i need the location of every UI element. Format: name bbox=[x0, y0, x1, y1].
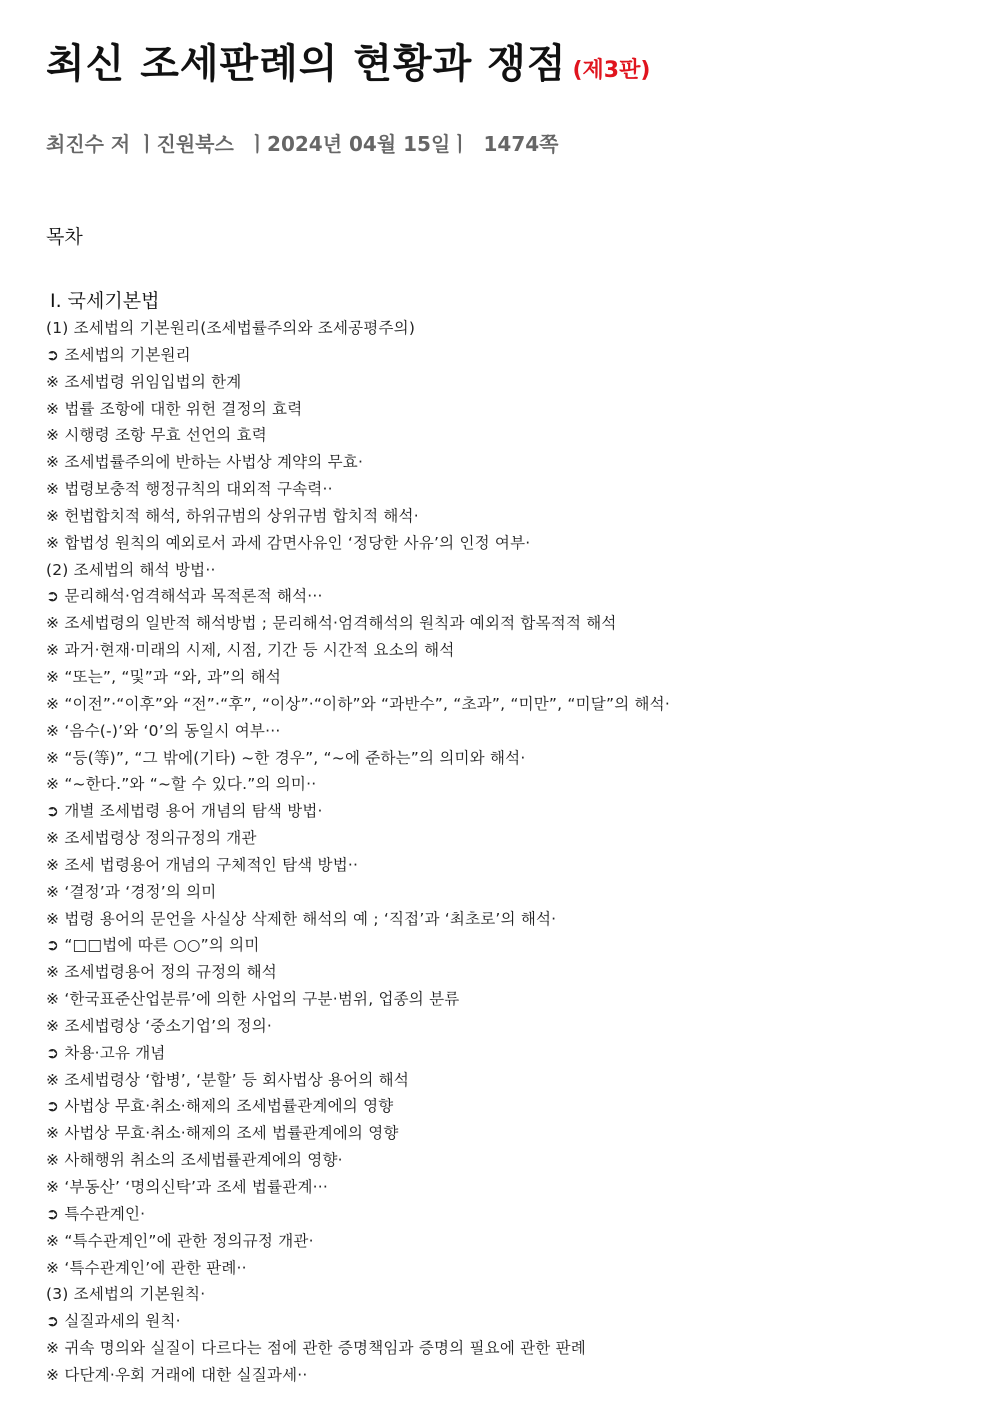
toc-item: ➲ 문리해석·엄격해석과 목적론적 해석··· bbox=[46, 587, 323, 606]
toc-item: ※ “~한다.”와 “~할 수 있다.”의 의미·· bbox=[46, 775, 317, 794]
book-title bbox=[46, 32, 650, 89]
toc-item: ※ ‘음수(-)’와 ‘0’의 동일시 여부··· bbox=[46, 721, 281, 740]
toc-item: ※ 시행령 조항 무효 선언의 효력 bbox=[46, 426, 267, 445]
book-title-text: 최신 조세판례의 현황과 쟁점 bbox=[46, 41, 567, 87]
toc-item: ➲ 특수관계인· bbox=[46, 1204, 146, 1223]
toc-item: ※ ‘특수관계인’에 관한 판례·· bbox=[46, 1258, 247, 1277]
toc-item: ※ 법령보충적 행정규칙의 대외적 구속력·· bbox=[46, 480, 333, 499]
toc-item: ※ 다단계·우회 거래에 대한 실질과세·· bbox=[46, 1365, 308, 1384]
toc-item: ※ “또는”, “및”과 “와, 과”의 해석 bbox=[46, 667, 282, 686]
edition-label: (제3판) bbox=[572, 58, 651, 83]
toc-item: ※ ‘결정’과 ‘경정’의 의미 bbox=[46, 882, 217, 901]
toc-item: ※ 조세법령 위임입법의 한계 bbox=[46, 372, 242, 391]
toc-item: ※ ‘한국표준산업분류’에 의한 사업의 구분·범위, 업종의 분류 bbox=[46, 990, 460, 1009]
toc-item: ※ 과거·현재·미래의 시제, 시점, 기간 등 시간적 요소의 해석 bbox=[46, 641, 455, 660]
toc-item: ➲ 실질과세의 원칙· bbox=[46, 1312, 181, 1331]
toc-item: (3) 조세법의 기본원칙· bbox=[46, 1285, 206, 1304]
toc-item: ※ ‘부동산’ ‘명의신탁’과 조세 법률관계··· bbox=[46, 1178, 329, 1196]
toc-item: ※ 법률 조항에 대한 위헌 결정의 효력 bbox=[46, 399, 303, 418]
toc-item: ※ 조세법령상 ‘중소기업’의 정의· bbox=[46, 1016, 273, 1035]
toc-item: ※ 조세 법령용어 개념의 구체적인 탐색 방법·· bbox=[46, 855, 359, 874]
toc-item: ※ 헌법합치적 해석, 하위규범의 상위규범 합치적 해석· bbox=[46, 506, 419, 525]
toc-item: ※ 조세법령의 일반적 해석방법 ; 문리해석·엄격해석의 원칙과 예외적 합목적적 해석 bbox=[46, 614, 617, 633]
toc-item: ➲ 사법상 무효·취소·해제의 조세법률관계에의 영향 bbox=[46, 1097, 394, 1116]
toc-item: (1) 조세법의 기본원리(조세법률주의와 조세공평주의) bbox=[46, 319, 416, 337]
toc-item: ※ 법령 용어의 문언을 사실상 삭제한 해석의 예 ; ‘직접’과 ‘최초로’의 해석· bbox=[46, 909, 557, 928]
toc-item: (2) 조세법의 해석 방법·· bbox=[46, 560, 216, 579]
toc-item: ※ 조세법령상 ‘합병’, ‘분할’ 등 회사법상 용어의 해석 bbox=[46, 1070, 409, 1089]
toc-item: ※ 사해행위 취소의 조세법률관계에의 영향· bbox=[46, 1151, 343, 1170]
toc-item: ※ 조세법률주의에 반하는 사법상 계약의 무효· bbox=[46, 453, 364, 472]
toc-item: ※ 합법성 원칙의 예외로서 과세 감면사유인 ‘정당한 사유’의 인정 여부· bbox=[46, 533, 531, 552]
toc-item: ※ 조세법령용어 정의 규정의 해석 bbox=[46, 963, 277, 982]
toc-item: ※ 조세법령상 정의규정의 개관 bbox=[46, 829, 257, 848]
toc-item: ➲ 개별 조세법령 용어 개념의 탐색 방법· bbox=[46, 802, 323, 821]
toc-item: ※ 귀속 명의와 실질이 다르다는 점에 관한 증명책임과 증명의 필요에 관한 판례 bbox=[46, 1339, 586, 1358]
toc-item: ➲ 차용·고유 개념 bbox=[46, 1043, 166, 1062]
toc-list bbox=[46, 315, 670, 1389]
toc-item: ※ “등(等)”, “그 밖에(기타) ~한 경우”, “~에 준하는”의 의미와 해석· bbox=[46, 748, 526, 767]
toc-item: ※ “특수관계인”에 관한 정의규정 개관· bbox=[46, 1231, 314, 1250]
toc-item: ➲ “□□법에 따른 ○○”의 의미 bbox=[46, 936, 260, 955]
toc-heading: 목차 bbox=[46, 226, 83, 248]
toc-item: ※ 사법상 무효·취소·해제의 조세 법률관계에의 영향 bbox=[46, 1124, 399, 1143]
book-meta: 최진수 저 ㅣ진원북스 ㅣ2024년 04월 15일ㅣ 1474쪽 bbox=[46, 132, 559, 156]
toc-item: ➲ 조세법의 기본원리 bbox=[46, 345, 191, 364]
toc-item: ※ “이전”·“이후”와 “전”·“후”, “이상”·“이하”와 “과반수”, “초과”, “미만”, “미달”의 해석· bbox=[46, 694, 670, 713]
part-heading: Ⅰ. 국세기본법 bbox=[50, 290, 160, 312]
